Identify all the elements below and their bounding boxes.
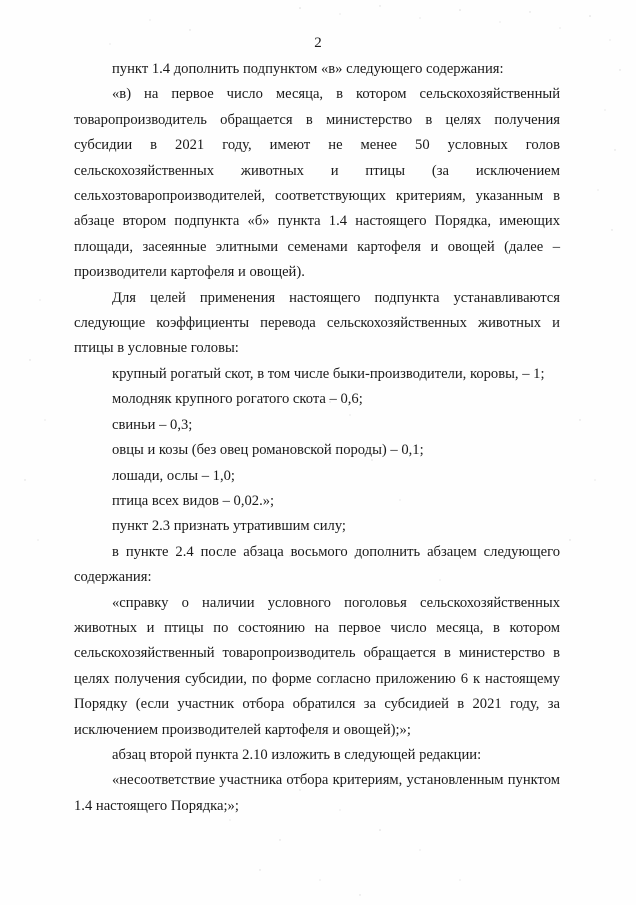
paragraph: птица всех видов – 0,02.»;	[112, 492, 275, 509]
paragraph: крупный рогатый скот, в том числе быки-производители, коровы, – 1;	[112, 365, 545, 382]
paragraph: в пункте 2.4 после абзаца восьмого дополнить абзацем следующего содержания:	[74, 543, 560, 586]
paragraph: пункт 2.3 признать утратившим силу;	[112, 518, 346, 535]
paragraph: абзац второй пункта 2.10 изложить в следующей редакции:	[112, 746, 482, 763]
paragraph: пункт 1.4 дополнить подпунктом «в» следующего содержания:	[112, 61, 504, 77]
page-number: 2	[314, 35, 322, 51]
paragraph: Для целей применения настоящего подпункта устанавливаются следующие коэффициенты перевода сельскохозяйственных животных и птицы в условные головы:	[74, 289, 560, 357]
paragraph: молодняк крупного рогатого скота – 0,6;	[112, 391, 363, 408]
paragraph: овцы и козы (без овец романовской породы) – 0,1;	[112, 442, 424, 459]
paragraph: свиньи – 0,3;	[112, 416, 193, 433]
paragraph: «в) на первое число месяца, в котором сельскохозяйственный товаропроизводитель обращается в министерство в целях получения субсидии в 2021 году, имеют не менее 50 условных голов сельскохозяйственных животных и птицы (за исключением сельхозтоваропроизводителей, соответствующих критериям, указанным в абзаце втором подпункта «б» пункта 1.4 настоящего Порядка, имеющих площади, засеянные элитными семенами картофеля и овощей (далее – производители картофеля и овощей).	[74, 86, 560, 281]
document-body	[74, 57, 560, 819]
paragraph: «несоответствие участника отбора критериям, установленным пунктом 1.4 настоящего Порядка;»;	[74, 772, 560, 814]
paragraph: «справку о наличии условного поголовья сельскохозяйственных животных и птицы по состоянию на первое число месяца, в котором сельскохозяйственный товаропроизводитель обращается в министерство в целях получения субсидии, по форме согласно приложению 6 к настоящему Порядку (если участник отбора обратился за субсидией в 2021 году, за исключением производителей картофеля и овощей);»;	[74, 594, 560, 738]
paragraph: лошади, ослы – 1,0;	[112, 467, 235, 484]
